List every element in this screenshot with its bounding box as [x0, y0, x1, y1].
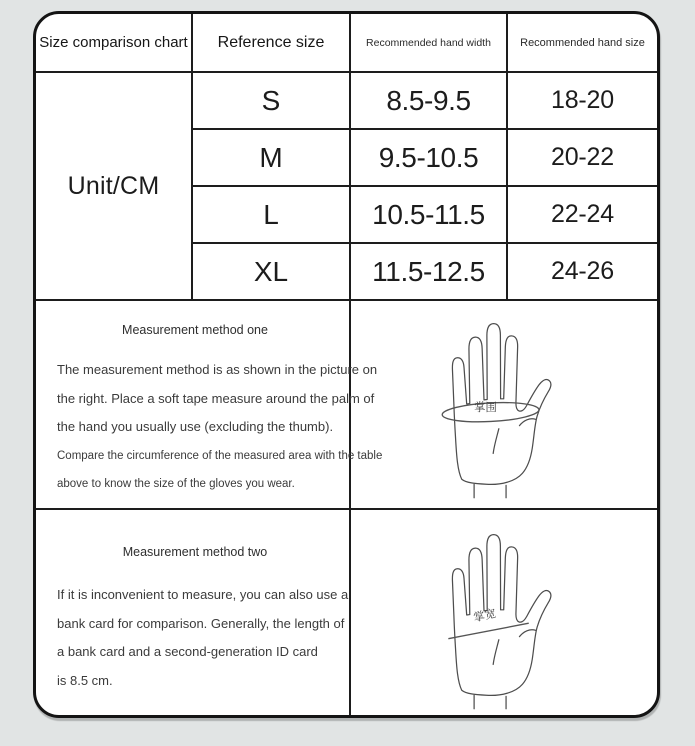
method-two-line: bank card for comparison. Generally, the length of [57, 615, 345, 631]
hand-outline [452, 534, 550, 695]
measurement-method-one-text [36, 301, 383, 510]
header-recommended-hand-size: Recommended hand size [508, 14, 657, 73]
hand-width-cell-s: 8.5-9.5 [351, 73, 508, 130]
method-two-line: If it is inconvenient to measure, you can also use a [57, 587, 349, 602]
unit-label: Unit/CM [36, 73, 193, 301]
hand-size-cell-m: 20-22 [508, 130, 657, 187]
size-chart-card [33, 11, 660, 718]
hand-size-cell-xl: 24-26 [508, 244, 657, 301]
method-two-body [57, 581, 349, 695]
hand-palm-circumference-illustration [437, 308, 571, 502]
hand-outline [452, 323, 550, 484]
hand-width-cell-m: 9.5-10.5 [351, 130, 508, 187]
size-cell-s: S [193, 73, 351, 130]
hand-width-cell-l: 10.5-11.5 [351, 187, 508, 244]
measurement-method-two-text [36, 510, 351, 715]
palm-circumference-label: 掌围 [474, 399, 497, 414]
method-one-line: the hand you usually use (excluding the thumb). [57, 419, 334, 434]
hand-size-cell-s: 18-20 [508, 73, 657, 130]
header-reference-size: Reference size [193, 14, 351, 73]
method-two-illustration-cell [351, 510, 657, 715]
hand-palm-width-illustration [437, 519, 571, 713]
method-one-line: The measurement method is as shown in the picture on [57, 362, 378, 377]
size-cell-l: L [193, 187, 351, 244]
method-one-line-small: Compare the circumference of the measured area with the table [57, 449, 383, 462]
method-two-line: a bank card and a second-generation ID card [57, 644, 318, 659]
method-one-line: the right. Place a soft tape measure around the palm of [57, 390, 375, 406]
method-two-title: Measurement method two [122, 545, 268, 559]
header-recommended-hand-width: Recommended hand width [351, 14, 508, 73]
method-one-body [57, 356, 383, 499]
palm-width-label: 掌宽 [472, 605, 498, 624]
hand-size-cell-l: 22-24 [508, 187, 657, 244]
method-one-title: Measurement method one [122, 323, 268, 337]
header-size-comparison-chart: Size comparison chart [36, 14, 193, 73]
size-cell-m: M [193, 130, 351, 187]
method-one-illustration-cell [351, 301, 657, 510]
hand-width-cell-xl: 11.5-12.5 [351, 244, 508, 301]
method-one-line-small: above to know the size of the gloves you wear. [57, 478, 295, 490]
method-two-line: is 8.5 cm. [57, 672, 113, 688]
size-cell-xl: XL [193, 244, 351, 301]
